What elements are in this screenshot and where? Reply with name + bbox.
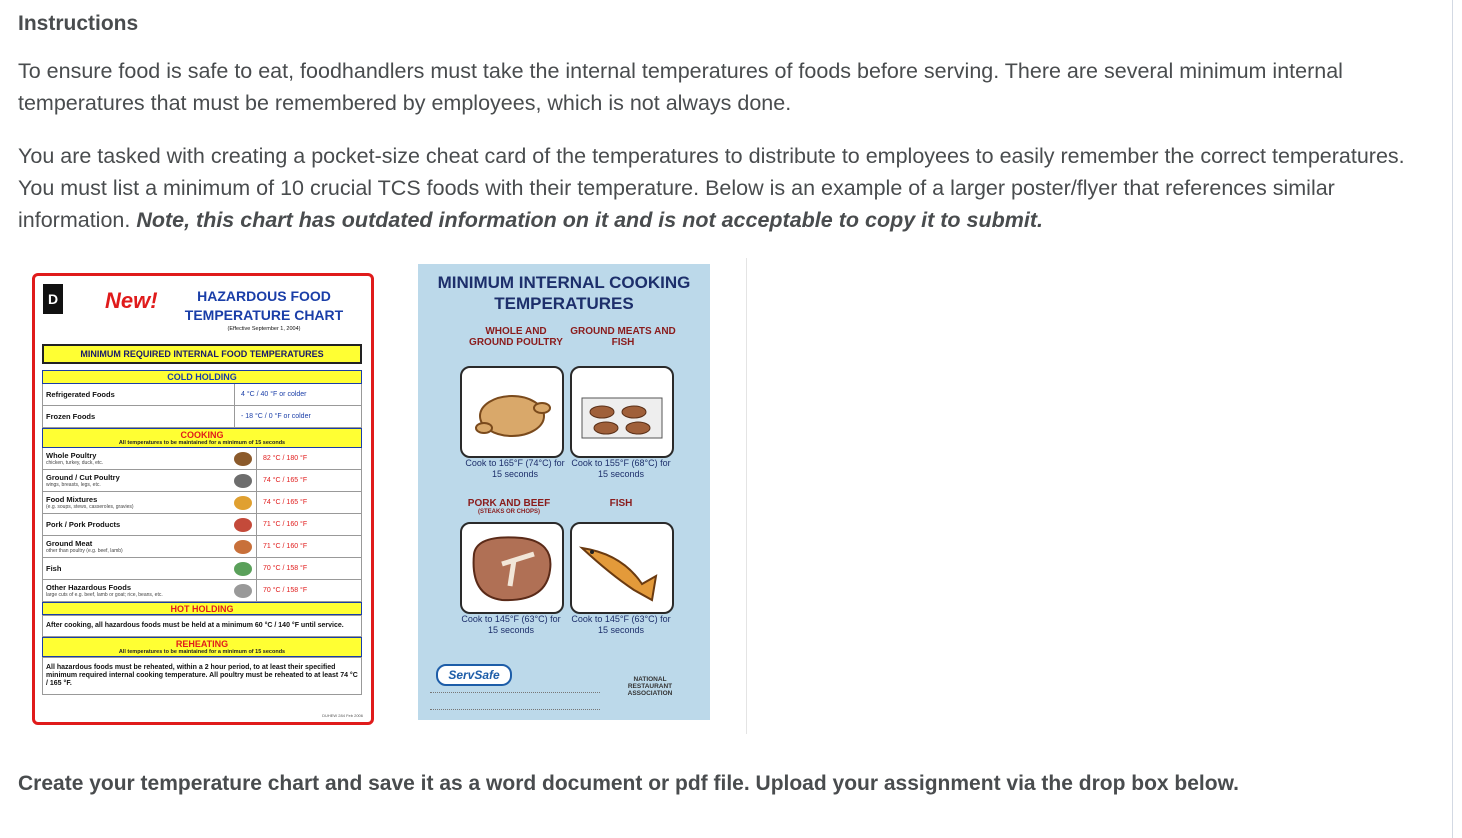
health-dept-logo: D (43, 284, 63, 314)
label-pork-beef-sub: (STEAKS OR CHOPS) (477, 509, 540, 515)
fish-icon (572, 524, 672, 612)
food-name-text: Ground / Cut Poultry (46, 472, 120, 482)
servsafe-title-line-2: TEMPERATURES (494, 294, 634, 313)
cook-poultry-text: Cook to 165°F (74°C) for 15 seconds (465, 458, 565, 479)
ground-meat-picture (570, 366, 674, 458)
chart-title-line-2: TEMPERATURE CHART (184, 307, 344, 323)
servsafe-title-line-1: MINIMUM INTERNAL COOKING (437, 273, 691, 292)
food-name (43, 565, 234, 573)
reheating-sub: All temperatures to be maintained for a minimum of 15 seconds (118, 649, 286, 655)
temperature-table (42, 344, 362, 695)
food-temp: 74 °C / 165 °F (256, 470, 361, 491)
hazardous-food-chart-image (32, 273, 374, 725)
patties-icon (572, 368, 672, 456)
cook-fish-text: Cook to 145°F (63°C) for 15 seconds (571, 614, 671, 635)
cold-row (42, 384, 362, 406)
min-temps-bar: MINIMUM REQUIRED INTERNAL FOOD TEMPERATURES (42, 344, 362, 364)
food-icon (234, 518, 252, 532)
food-name (43, 584, 234, 598)
cooking-row (42, 580, 362, 602)
food-sub: other than poultry (e.g. beef, lamb) (46, 547, 123, 554)
food-name (43, 474, 234, 488)
food-temp: 70 °C / 158 °F (256, 580, 361, 601)
steak-picture (460, 522, 564, 614)
food-icon (234, 496, 252, 510)
food-name (43, 496, 234, 510)
food-temp: 4 °C / 40 °F or colder (234, 384, 361, 405)
food-sub: chicken, turkey, duck, etc. (46, 459, 104, 466)
paragraph-2-text: You are tasked with creating a pocket-size cheat card of the temperatures to distribute to employees to easily remember the correct temperatures. You must list a minimum of 10 crucial TCS foods with their temperature. Below is an example of a larger poster/flyer that references similar information. (18, 144, 1405, 232)
food-icon (234, 584, 252, 598)
cooking-row (42, 470, 362, 492)
reheating-text: All hazardous foods must be reheated, within a 2 hour period, to at least their specified minimum required internal cooking temperature. All poultry must be reheated to at least 74 °C / 165 °F. (42, 657, 362, 695)
food-name (43, 452, 234, 466)
cold-holding-header: COLD HOLDING (42, 370, 362, 384)
cold-rows (42, 384, 362, 428)
cooking-header (42, 428, 362, 448)
food-name-text: Ground Meat (46, 538, 93, 548)
label-fish: FISH (609, 498, 633, 509)
fish-picture (570, 522, 674, 614)
instructions-paragraph-2 (18, 140, 1438, 236)
effective-date: (Effective September 1, 2004) (227, 326, 301, 332)
chart-title-line-1: HAZARDOUS FOOD (197, 288, 331, 304)
cook-pork-text: Cook to 145°F (63°C) for 15 seconds (461, 614, 561, 635)
cooking-row (42, 558, 362, 580)
instructions-paragraph-1: To ensure food is safe to eat, foodhandlers must take the internal temperatures of foods before serving. There are several minimum internal temperatures that must be remembered by employees, which is not always done. (18, 59, 1343, 115)
label-poultry: WHOLE AND GROUND POULTRY (469, 326, 563, 348)
food-name (43, 521, 234, 529)
food-sub: (e.g. soups, stews, casseroles, gravies) (46, 503, 134, 510)
nra-logo: NATIONAL RESTAURANT ASSOCIATION (627, 676, 673, 697)
cooking-row (42, 514, 362, 536)
food-name-text: Fish (46, 563, 62, 573)
poultry-icon (462, 368, 562, 456)
food-icon (234, 540, 252, 554)
food-name-text: Whole Poultry (46, 450, 97, 460)
image-divider (746, 258, 747, 734)
servsafe-poster-image (418, 264, 710, 720)
new-label: New! (105, 288, 158, 313)
poster-fine-print (430, 692, 600, 710)
label-pork-beef-text: PORK AND BEEF (467, 498, 551, 509)
food-temp: 70 °C / 158 °F (256, 558, 361, 579)
servsafe-title (418, 272, 710, 314)
hot-holding-header: HOT HOLDING (42, 602, 362, 615)
label-ground-meats: GROUND MEATS AND FISH (570, 326, 676, 348)
food-temp: - 18 °C / 0 °F or colder (234, 406, 361, 427)
submission-instructions: Create your temperature chart and save it as a word document or pdf file. Upload your assignment via the drop box below. (18, 772, 1239, 795)
food-name: Refrigerated Foods (46, 389, 115, 399)
food-icon (234, 562, 252, 576)
food-sub: wings, breasts, legs, etc. (46, 481, 101, 488)
food-name-text: Food Mixtures (46, 494, 98, 504)
hot-holding-text: After cooking, all hazardous foods must be held at a minimum 60 °C / 140 °F until service. (42, 615, 362, 637)
servsafe-logo: ServSafe (436, 664, 512, 686)
food-name (43, 540, 234, 554)
cooking-row (42, 492, 362, 514)
content-right-border (1452, 0, 1453, 838)
outdated-note: Note, this chart has outdated information on it and is not acceptable to copy it to submit. (136, 208, 1043, 232)
food-temp: 74 °C / 165 °F (256, 492, 361, 513)
label-pork-beef (456, 498, 562, 516)
steak-icon (462, 524, 562, 612)
cook-rows (42, 448, 362, 602)
food-icon (234, 474, 252, 488)
food-icon (234, 452, 252, 466)
food-temp: 71 °C / 160 °F (256, 514, 361, 535)
poultry-picture (460, 366, 564, 458)
cooking-row (42, 448, 362, 470)
food-temp: 71 °C / 160 °F (256, 536, 361, 557)
cold-row (42, 406, 362, 428)
cook-ground-text: Cook to 155°F (68°C) for 15 seconds (571, 458, 671, 479)
food-temp: 82 °C / 180 °F (256, 448, 361, 469)
food-name: Frozen Foods (46, 411, 96, 421)
cooking-label: COOKING (180, 430, 224, 440)
instructions-heading: Instructions (18, 12, 139, 35)
chart-title (169, 287, 359, 325)
reheating-header (42, 637, 362, 657)
poster-footnote: DUHEW 284 Feb 2006 (322, 713, 363, 718)
food-sub: large cuts of e.g. beef, lamb or goat; rice, beans, etc. (46, 591, 163, 598)
cooking-sub: All temperatures to be maintained for a minimum of 15 seconds (118, 440, 286, 446)
food-name-text: Other Hazardous Foods (46, 582, 132, 592)
reheating-label: REHEATING (175, 639, 229, 649)
food-name-text: Pork / Pork Products (46, 519, 121, 529)
cooking-row (42, 536, 362, 558)
